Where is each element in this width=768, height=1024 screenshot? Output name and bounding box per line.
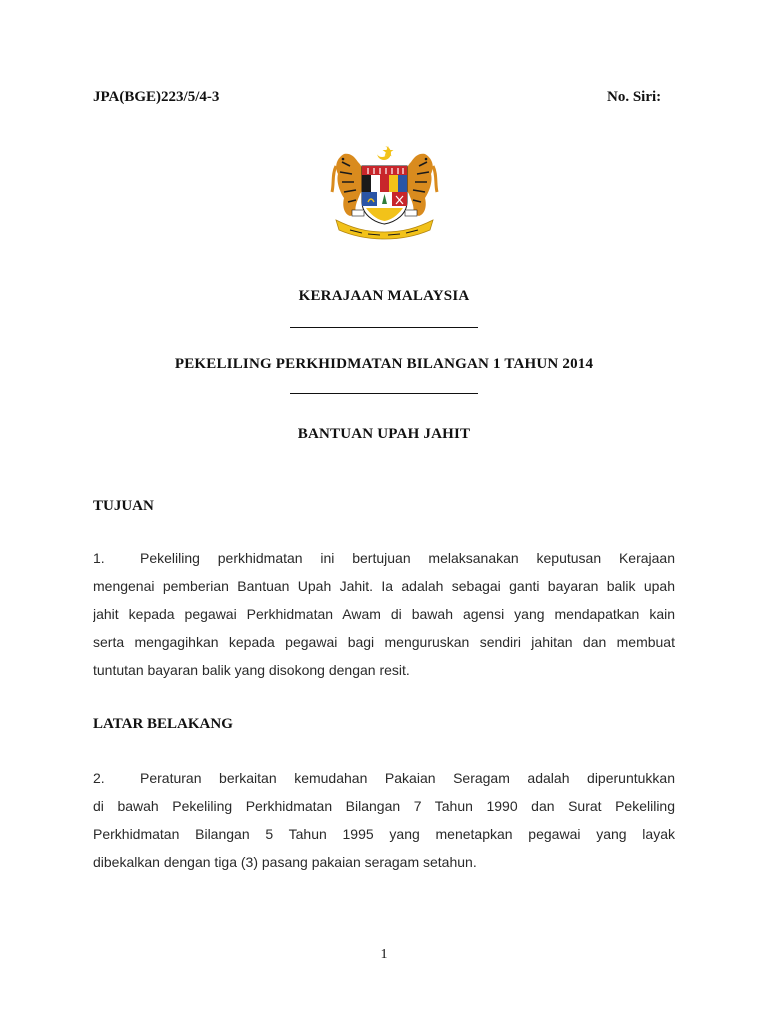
section-heading-latar-belakang: LATAR BELAKANG bbox=[93, 716, 233, 732]
paragraph-line: tuntutan bayaran balik yang disokong dengan resit. bbox=[93, 662, 410, 678]
paragraph-line: di bawah Pekeliling Perkhidmatan Bilangan 7 Tahun 1990 dan Surat Pekeliling bbox=[93, 798, 675, 814]
subtitle-divider bbox=[290, 393, 478, 394]
paragraph-line: dibekalkan dengan tiga (3) pasang pakaian seragam setahun. bbox=[93, 854, 477, 870]
serial-number-label: No. Siri: bbox=[607, 89, 662, 105]
right-tiger-icon bbox=[403, 154, 437, 216]
paragraph-number: 2. bbox=[93, 770, 105, 786]
paragraph-line: 1. Pekeliling perkhidmatan ini bertujuan melaksanakan keputusan Kerajaan bbox=[93, 544, 675, 572]
page-number: 1 bbox=[380, 947, 388, 962]
paragraph-line: Perkhidmatan Bilangan 5 Tahun 1995 yang menetapkan pegawai yang layak bbox=[93, 826, 675, 842]
malaysia-coat-of-arms-icon bbox=[322, 144, 447, 240]
crescent-star-icon bbox=[376, 145, 394, 160]
reference-number: JPA(BGE)223/5/4-3 bbox=[93, 89, 220, 105]
paragraph-number: 1. bbox=[93, 550, 105, 566]
paragraph-line: 2. Peraturan berkaitan kemudahan Pakaian Seragam adalah diperuntukkan bbox=[93, 764, 675, 792]
paragraph-line: serta mengagihkan kepada pegawai bagi menguruskan sendiri jahitan dan membuat bbox=[93, 634, 675, 650]
paragraph-line: mengenai pemberian Bantuan Upah Jahit. Ia adalah sebagai ganti bayaran balik upah bbox=[93, 578, 675, 594]
title-divider bbox=[290, 327, 478, 328]
subject-title: BANTUAN UPAH JAHIT bbox=[297, 426, 471, 442]
section-heading-tujuan: TUJUAN bbox=[93, 498, 154, 514]
paragraph-2 bbox=[93, 764, 675, 876]
paragraph-line: jahit kepada pegawai Perkhidmatan Awam di bawah agensi yang mendapatkan kain bbox=[93, 606, 675, 622]
shield-icon bbox=[362, 166, 407, 224]
government-title: KERAJAAN MALAYSIA bbox=[298, 288, 470, 304]
left-tiger-icon bbox=[332, 154, 366, 216]
paragraph-1 bbox=[93, 544, 675, 684]
circular-title: PEKELILING PERKHIDMATAN BILANGAN 1 TAHUN 2014 bbox=[174, 356, 594, 372]
